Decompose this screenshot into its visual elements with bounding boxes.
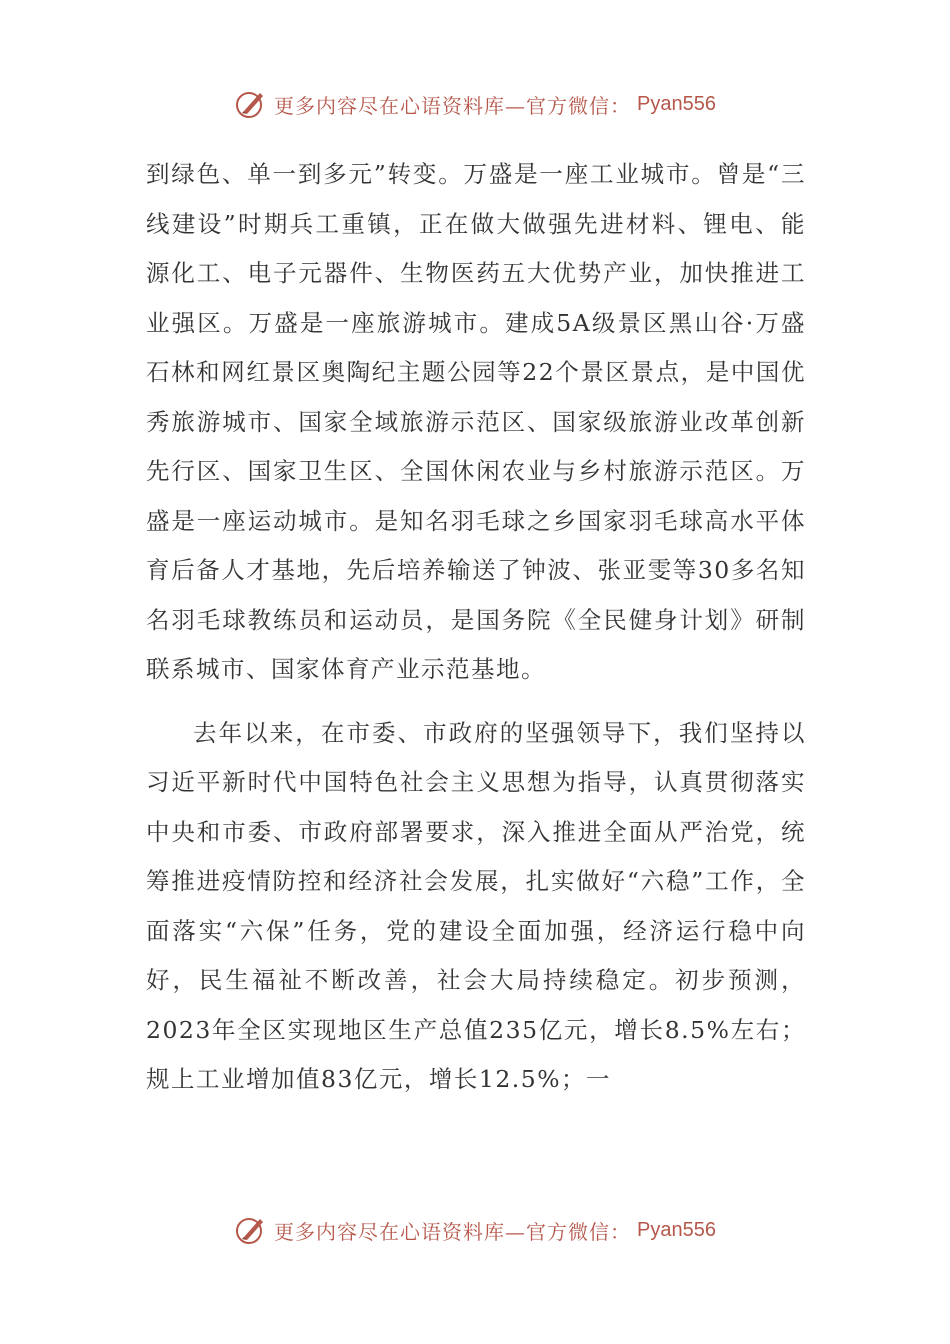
watermark-text: 更多内容尽在心语资料库—官方微信： bbox=[274, 93, 632, 118]
paragraph-2: 去年以来，在市委、市政府的坚强领导下，我们坚持以习近平新时代中国特色社会主义思想为指导，认真贯彻落实中央和市委、市政府部署要求，深入推进全面从严治党，统筹推进疫情防控和经济社会发展，扎实做好“六稳”工作，全面落实“六保”任务，党的建设全面加强，经济运行稳中向好，民生福祉不断改善，社会大局持续稳定。初步预测，2023年全区实现地区生产总值235亿元，增长8.5%左右；规上工业增加值83亿元，增长12.5%；一 bbox=[146, 718, 806, 1093]
wechat-id: Pyan556 bbox=[637, 92, 716, 115]
paragraph-1: 到绿色、单一到多元”转变。万盛是一座工业城市。曾是“三线建设”时期兵工重镇，正在做大做强先进材料、锂电、能源化工、电子元器件、生物医药五大优势产业，加快推进工业强区。万盛是一座旅游城市。建成5A级景区黑山谷·万盛石林和网红景区奥陶纪主题公园等22个景区景点，是中国优秀旅游城市、国家全域旅游示范区、国家级旅游业改革创新先行区、国家卫生区、全国休闲农业与乡村旅游示范区。万盛是一座运动城市。是知名羽毛球之乡国家羽毛球高水平体育后备人才基地，先后培养输送了钟波、张亚雯等30多名知名羽毛球教练员和运动员，是国务院《全民健身计划》研制联系城市、国家体育产业示范基地。 bbox=[146, 160, 806, 683]
wechat-id: Pyan556 bbox=[637, 1218, 716, 1241]
pen-in-circle-logo-icon bbox=[234, 87, 268, 121]
header-watermark bbox=[0, 84, 950, 124]
watermark-text: 更多内容尽在心语资料库—官方微信： bbox=[274, 1219, 632, 1244]
pen-in-circle-logo-icon bbox=[234, 1213, 268, 1247]
document-body bbox=[146, 150, 806, 1105]
footer-watermark bbox=[0, 1210, 950, 1250]
